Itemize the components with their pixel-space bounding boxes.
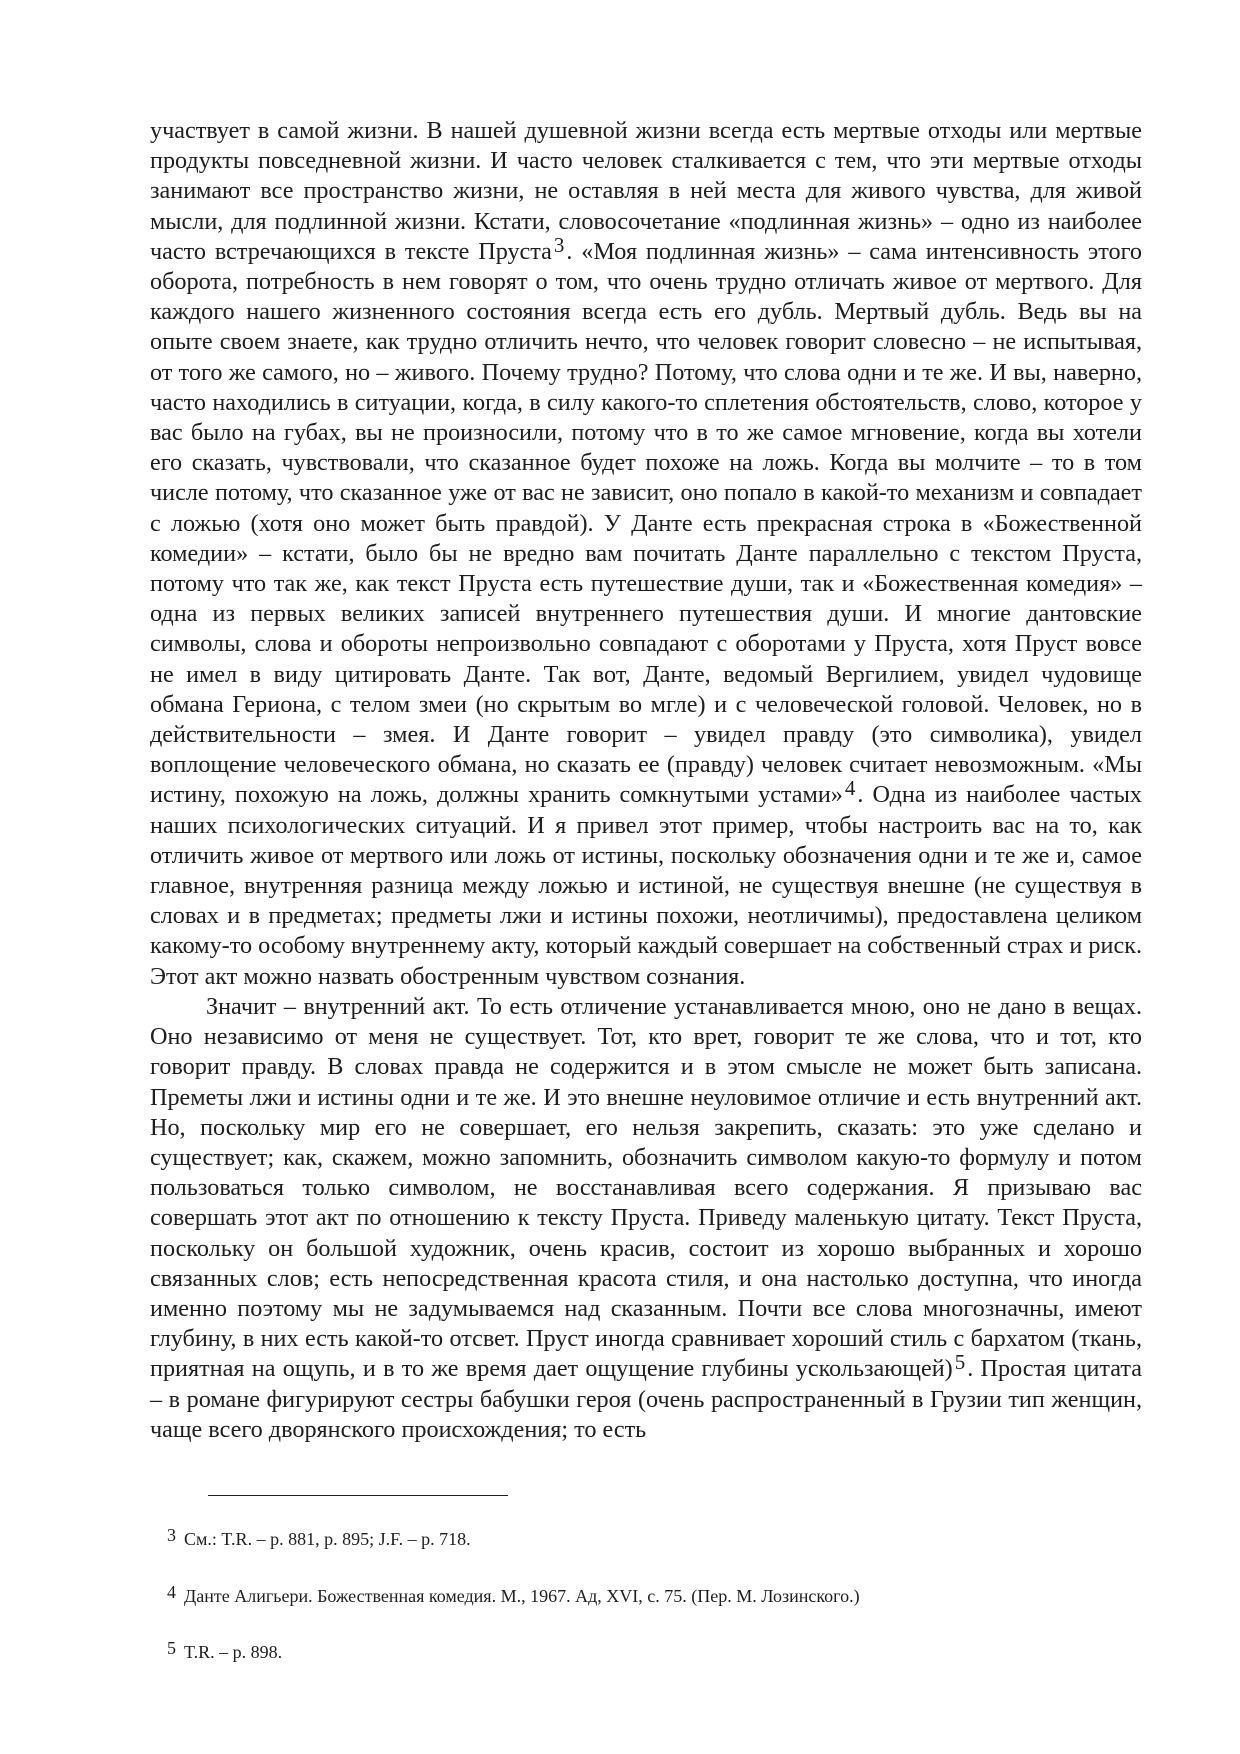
footnote-separator <box>208 1495 508 1496</box>
footnote-text: T.R. – p. 898. <box>184 1642 283 1662</box>
page-body <box>150 116 1142 1445</box>
footnote-ref-3[interactable]: 3 <box>553 232 565 257</box>
footnote-ref-4[interactable]: 4 <box>844 776 856 801</box>
footnote-text: См.: T.R. – p. 881, p. 895; J.F. – p. 718. <box>184 1529 471 1549</box>
footnote-3 <box>167 1524 471 1550</box>
paragraph-text: . Простая цитата – в романе фигурируют сестры бабушки героя (очень распространенный в Грузии тип женщин, чаще всего дворянского происхождения; то есть <box>150 1355 1142 1443</box>
footnote-number: 4 <box>167 1582 176 1602</box>
footnote-4 <box>167 1581 860 1607</box>
paragraph-2 <box>150 992 1142 1445</box>
paragraph-text: . «Моя подлинная жизнь» – сама интенсивность этого оборота, потребность в нем говорят о том, что очень трудно отличать живое от мертвого. Для каждого нашего жизненного состояния всегда есть его дубль. Мертвый дубль. Ведь вы на опыте своем знаете, как трудно отличить нечто, что человек говорит словесно – не испытывая, от того же самого, но – живого. Почему трудно? Потому, что слова одни и те же. И вы, наверно, часто находились в ситуации, когда, в силу какого-то сплетения обстоятельств, слово, которое у вас было на губах, вы не произносили, потому что в то же самое мгновение, когда вы хотели его сказать, чувствовали, что сказанное будет похоже на ложь. Когда вы молчите – то в том числе потому, что сказанное уже от вас не зависит, оно попало в какой-то механизм и совпадает с ложью (хотя оно может быть правдой). У Данте есть прекрасная строка в «Божественной комедии» – кстати, было бы не вредно вам почитать Данте параллельно с текстом Пруста, потому что так же, как текст Пруста есть путешествие души, так и «Божественная комедия» – одна из первых великих записей внутреннего путешествия души. И многие дантовские символы, слова и обороты непроизвольно совпадают с оборотами у Пруста, хотя Пруст вовсе не имел в виду цитировать Данте. Так вот, Данте, ведомый Вергилием, увидел чудовище обмана Гериона, с телом змеи (но скрытым во мгле) и с человеческой головой. Человек, но в действительности – змея. И Данте говорит – увидел правду (это символика), увидел воплощение человеческого обмана, но сказать ее (правду) человек считает невозможным. «Мы истину, похожую на ложь, должны хранить сомкнутыми устами» <box>150 237 1142 809</box>
footnote-text: Данте Алигьери. Божественная комедия. М., 1967. Ад, XVI, с. 75. (Пер. М. Лозинского.) <box>184 1586 860 1606</box>
footnote-ref-5[interactable]: 5 <box>954 1350 966 1375</box>
paragraph-1 <box>150 116 1142 992</box>
paragraph-text: участвует в самой жизни. В нашей душевной жизни всегда есть мертвые отходы или мертвые продукты повседневной жизни. И часто человек сталкивается с тем, что эти мертвые отходы занимают все пространство жизни, не оставляя в ней места для живого чувства, для живой мысли, для подлинной жизни. Кстати, словосочетание «подлинная жизнь» – одно из наиболее часто встречающихся в тексте Пруста <box>150 117 1142 265</box>
footnote-number: 3 <box>167 1525 176 1545</box>
paragraph-text: . Одна из наиболее частых наших психологических ситуаций. И я привел этот пример, чтобы настроить вас на то, как отличить живое от мертвого или ложь от истины, поскольку обозначения одни и те же и, самое главное, внутренняя разница между ложью и истиной, не существуя внешне (не существуя в словах и в предметах; предметы лжи и истины похожи, неотличимы), предоставлена целиком какому-то особому внутреннему акту, который каждый совершает на собственный страх и риск. Этот акт можно назвать обостренным чувством сознания. <box>150 781 1143 990</box>
footnote-number: 5 <box>167 1638 176 1658</box>
footnote-5 <box>167 1637 282 1663</box>
paragraph-text: Значит – внутренний акт. То есть отличение устанавливается мною, оно не дано в вещах. Оно независимо от меня не существует. Тот, кто врет, говорит те же слова, что и тот, кто говорит правду. В словах правда не содержится и в этом смысле не может быть записана. Преметы лжи и истины одни и те же. И это внешне неуловимое отличие и есть внутренний акт. Но, поскольку мир его не совершает, его нельзя закрепить, сказать: это уже сделано и существует; как, скажем, можно запомнить, обозначить символом какую-то формулу и потом пользоваться только символом, не восстанавливая всего содержания. Я призываю вас совершать этот акт по отношению к тексту Пруста. Приведу маленькую цитату. Текст Пруста, поскольку он большой художник, очень красив, состоит из хорошо выбранных и хорошо связанных слов; есть непосредственная красота стиля, и она настолько доступна, что иногда именно поэтому мы не задумываемся над сказанным. Почти все слова многозначны, имеют глубину, в них есть какой-то отсвет. Пруст иногда сравнивает хороший стиль с бархатом (ткань, приятная на ощупь, и в то же время дает ощущение глубины ускользающей) <box>150 992 1142 1383</box>
